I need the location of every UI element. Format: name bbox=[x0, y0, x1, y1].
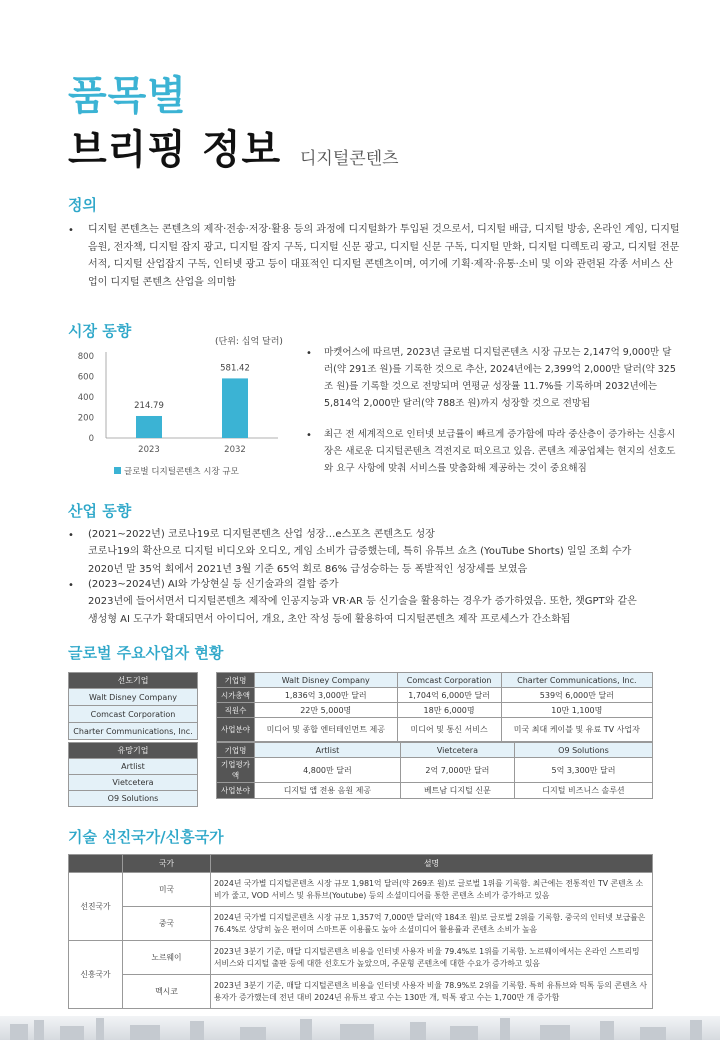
col-desc: 설명 bbox=[211, 855, 653, 873]
industry-heading: 산업 동향 bbox=[68, 502, 132, 520]
country: 노르웨이 bbox=[123, 941, 211, 975]
bullet-dot: • bbox=[306, 430, 312, 441]
cell: Walt Disney Company bbox=[255, 673, 398, 688]
cell: 5억 3,300만 달러 bbox=[514, 758, 652, 783]
leading-list bbox=[68, 672, 198, 740]
promising-label: 유망기업 bbox=[69, 743, 198, 759]
industry-item-1-body: 코로나19의 확산으로 디지털 비디오와 오디오, 게임 소비가 급증했는데, 특히 유튜브 쇼츠 (YouTube Shorts) 일일 조회 수가 2020년 말 35억 회에서 2021년 3월 기준 65억 회로 86% 급성승하는 등 폭발적인 성장세를 보였음 bbox=[88, 546, 632, 575]
cell: 4,800만 달러 bbox=[255, 758, 401, 783]
bar-value-label: 581.42 bbox=[220, 363, 250, 374]
cell: 베트남 디지털 신문 bbox=[400, 783, 514, 799]
cell: Comcast Corporation bbox=[397, 673, 501, 688]
cell: 미디어 및 종합 엔터테인먼트 제공 bbox=[255, 718, 398, 742]
leading-label: 선도기업 bbox=[69, 673, 198, 689]
cell: 539억 6,000만 달러 bbox=[501, 688, 652, 703]
cell: 2억 7,000만 달러 bbox=[400, 758, 514, 783]
x-tick-label: 2023 bbox=[138, 445, 160, 455]
group-label: 신흥국가 bbox=[69, 941, 123, 1009]
country: 미국 bbox=[123, 873, 211, 907]
row-label: 시가총액 bbox=[217, 688, 255, 703]
leading-table bbox=[216, 672, 653, 742]
title-line1: 품목별 bbox=[68, 73, 187, 119]
group-label: 선진국가 bbox=[69, 873, 123, 941]
legend-swatch bbox=[114, 467, 121, 474]
cell: 1,836억 3,000만 달러 bbox=[255, 688, 398, 703]
bullet-dot: • bbox=[68, 530, 74, 541]
cell: 디지털 비즈니스 솔루션 bbox=[514, 783, 652, 799]
title-line2: 브리핑 정보 bbox=[68, 127, 282, 173]
cell: Vietcetera bbox=[400, 743, 514, 758]
definition-heading: 정의 bbox=[68, 196, 97, 214]
promising-table bbox=[216, 742, 653, 799]
cell: 18만 6,000명 bbox=[397, 703, 501, 718]
bullet-dot: • bbox=[68, 580, 74, 591]
cell: Charter Communications, Inc. bbox=[501, 673, 652, 688]
row-label: 직원수 bbox=[217, 703, 255, 718]
header-blank bbox=[69, 855, 123, 873]
row-label: 기업명 bbox=[217, 743, 255, 758]
promising-list bbox=[68, 742, 198, 807]
country-desc: 2023년 3분기 기준, 매달 디지털콘텐츠 비용을 인터넷 사용자 비율 78.9%로 2위를 기록함. 특히 유튜브와 틱톡 등의 콘텐츠 사용자가 증가했는데 전년 대비 2024년 유튜브 광고 수는 130만 개, 틱톡 광고 수는 1,700만 개 증가함 bbox=[211, 975, 653, 1009]
bar-value-label: 214.79 bbox=[134, 400, 164, 411]
cell: 미국 최대 케이블 및 유료 TV 사업자 bbox=[501, 718, 652, 742]
market-bullet-1: 마켓어스에 따르면, 2023년 글로벌 디지털콘텐츠 시장 규모는 2,147억 9,000만 달러(약 291조 원)를 기록한 것으로 추산, 2024년에는 2,399억 2,000만 달러(약 325조 원)를 기록할 것으로 전망되며 연평균 성장률 11.7%를 기록하며 2032년에는 5,814억 2,000만 달러(약 788조 원)까지 성장할 것으로 전망됨 bbox=[324, 347, 676, 409]
market-heading: 시장 동향 bbox=[68, 322, 132, 340]
y-tick-label: 200 bbox=[77, 413, 94, 424]
bullet-dot: • bbox=[68, 225, 74, 236]
y-tick-label: 600 bbox=[77, 372, 94, 383]
legend-label: 글로벌 디지털콘텐츠 시장 규모 bbox=[124, 467, 239, 477]
tech-table bbox=[68, 854, 653, 1009]
global-heading: 글로벌 주요사업자 현황 bbox=[68, 644, 224, 662]
industry-item-1-head: (2021~2022년) 코로나19로 디지털콘텐츠 산업 성장…e스포츠 콘텐츠도 성장 bbox=[88, 529, 435, 540]
row-label: 사업분야 bbox=[217, 783, 255, 799]
country: 멕시코 bbox=[123, 975, 211, 1009]
cell: 10만 1,100명 bbox=[501, 703, 652, 718]
market-bullet-2: 최근 전 세계적으로 인터넷 보급률이 빠르게 증가함에 따라 중산층이 증가하는 신흥시장은 새로운 디지털콘텐츠 격전지로 떠오르고 있음. 콘텐츠 제공업체는 현지의 선호도와 요구 사항에 맞춰 서비스를 맞춤화해 제공하는 것이 중요해짐 bbox=[324, 429, 676, 474]
skyline-graphic bbox=[0, 1016, 720, 1040]
cell: Artlist bbox=[255, 743, 401, 758]
x-tick-label: 2032 bbox=[224, 445, 246, 455]
country-desc: 2024년 국가별 디지털콘텐츠 시장 규모 1,357억 7,000만 달러(약 184조 원)로 글로벌 2위를 기록함. 중국의 인터넷 보급률은 76.4%로 상당히 높은 편이며 스마트폰 이용률도 높아 소셜미디어 활용률과 콘텐츠 소비가 높음 bbox=[211, 907, 653, 941]
tech-heading: 기술 선진국가/신흥국가 bbox=[68, 828, 224, 846]
bar bbox=[136, 416, 162, 438]
subtitle: 디지털콘텐츠 bbox=[300, 149, 399, 169]
cell: 디지털 앱 전용 음원 제공 bbox=[255, 783, 401, 799]
country: 중국 bbox=[123, 907, 211, 941]
market-chart bbox=[68, 344, 288, 484]
cell: O9 Solutions bbox=[514, 743, 652, 758]
promising-company: Vietcetera bbox=[69, 775, 198, 791]
row-label: 사업분야 bbox=[217, 718, 255, 742]
country-desc: 2024년 국가별 디지털콘텐츠 시장 규모 1,981억 달러(약 269조 원)로 글로벌 1위를 기록함. 최근에는 전통적인 TV 콘텐츠 소비가 줄고, VOD 서비스 및 유튜브(Youtube) 등의 소셜미디어를 통한 콘텐츠 소비가 증가하고 있음 bbox=[211, 873, 653, 907]
cell: 22만 5,000명 bbox=[255, 703, 398, 718]
leading-company: Comcast Corporation bbox=[69, 706, 198, 723]
chart-unit: (단위: 십억 달러) bbox=[215, 337, 283, 347]
leading-company: Charter Communications, Inc. bbox=[69, 723, 198, 740]
bar bbox=[222, 378, 248, 438]
row-label: 기업명 bbox=[217, 673, 255, 688]
industry-item-2-body: 2023년에 들어서면서 디지털콘텐츠 제작에 인공지능과 VR·AR 등 신기술을 활용하는 경우가 증가하였음. 또한, 챗GPT와 같은 생성형 AI 도구가 확대되면서 아이디어, 개요, 초안 작성 등에 활용하여 디지털콘텐츠 제작 프로세스가 간소화됨 bbox=[88, 596, 637, 625]
y-tick-label: 400 bbox=[77, 393, 94, 403]
cell: 1,704억 6,000만 달러 bbox=[397, 688, 501, 703]
col-country: 국가 bbox=[123, 855, 211, 873]
y-tick-label: 0 bbox=[88, 434, 94, 444]
row-label: 기업평가액 bbox=[217, 758, 255, 783]
country-desc: 2023년 3분기 기준, 매달 디지털콘텐츠 비용을 인터넷 사용자 비율 79.4%로 1위를 기록함. 노르웨이에서는 온라인 스트리밍 서비스와 디지털 출판 등에 대한 선호도가 높았으며, 주문형 콘텐츠에 대한 수요가 증가하고 있음 bbox=[211, 941, 653, 975]
promising-company: O9 Solutions bbox=[69, 791, 198, 807]
bullet-dot: • bbox=[306, 348, 312, 359]
definition-text: 디지털 콘텐츠는 콘텐츠의 제작·전송·저장·활용 등의 과정에 디지털화가 투입된 것으로서, 디지털 배급, 디지털 방송, 온라인 게임, 디지털 음원, 전자책, 디지털 잡지 광고, 디지털 잡지 구독, 디지털 신문 광고, 디지털 신문 구독, 디지털 만화, 디지털 디렉토리 광고, 디지털 전문서적, 디지털 산업잡지 구독, 인터넷 광고 등이 대표적인 디지털 콘텐츠이며, 여기에 기획·제작·유통·소비 및 이와 관련된 각종 서비스 산업이 디지털 콘텐츠 산업을 의미함 bbox=[88, 224, 680, 288]
cell: 미디어 및 통신 서비스 bbox=[397, 718, 501, 742]
industry-item-2-head: (2023~2024년) AI와 가상현실 등 신기술과의 결합 증가 bbox=[88, 579, 339, 590]
leading-company: Walt Disney Company bbox=[69, 689, 198, 706]
footer-skyline bbox=[0, 1016, 720, 1040]
promising-company: Artlist bbox=[69, 759, 198, 775]
y-tick-label: 800 bbox=[77, 352, 94, 362]
